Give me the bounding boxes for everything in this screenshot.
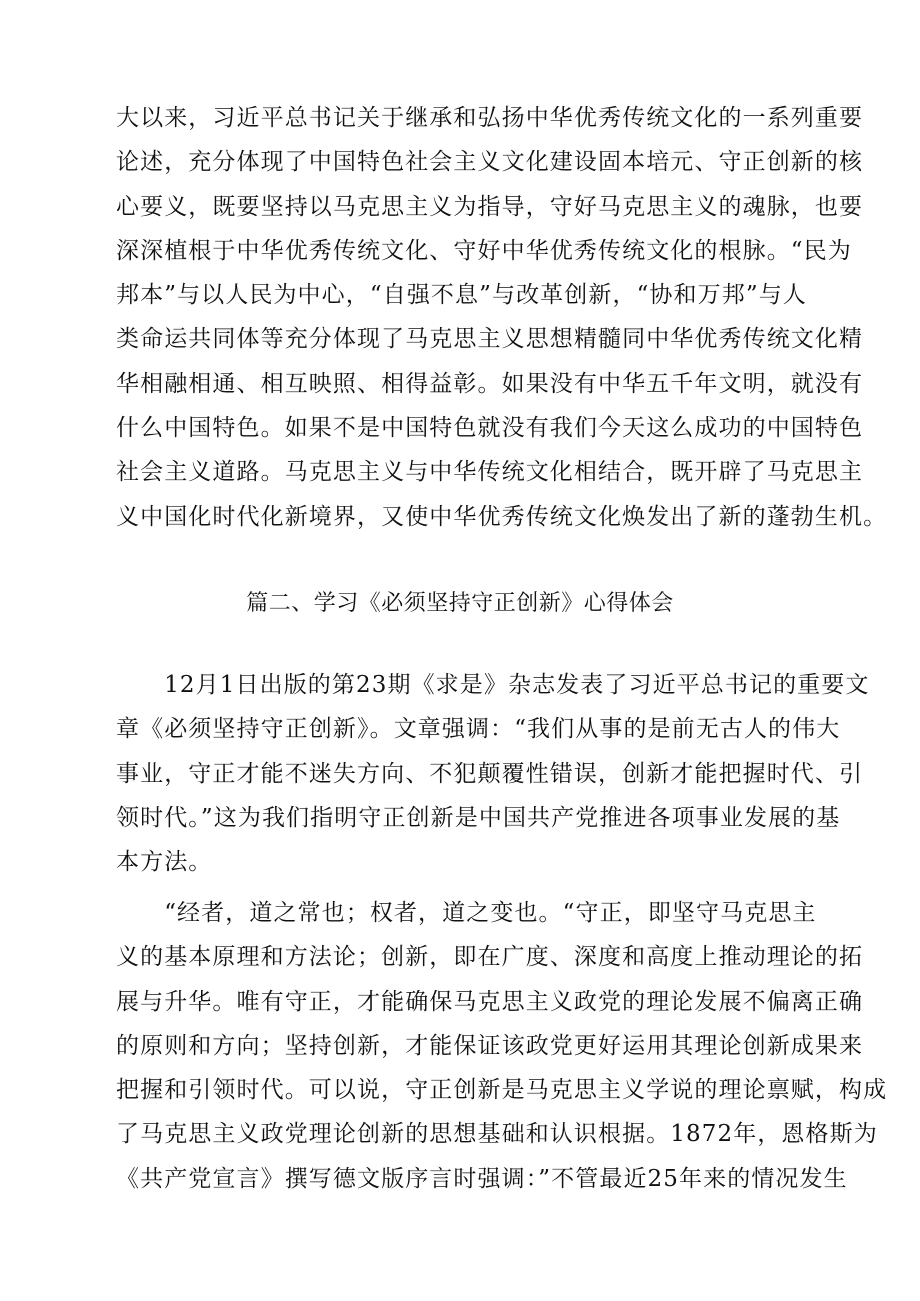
text-line: 义中国化时代化新境界，又使中华优秀传统文化焕发出了新的蓬勃生机。 xyxy=(116,503,888,530)
text-line: 本方法。 xyxy=(116,849,213,876)
text-line: 义的基本原理和方法论；创新，即在广度、深度和高度上推动理论的拓 xyxy=(116,944,864,971)
text-line: 12月1日出版的第23期《求是》杂志发表了习近平总书记的重要文 xyxy=(116,672,870,698)
paragraph xyxy=(116,891,888,1201)
text-line: 章《必须坚持守正创新》。文章强调：“我们从事的是前无古人的伟大 xyxy=(116,716,841,743)
text-line: 心要义，既要坚持以马克思主义为指导，守好马克思主义的魂脉，也要 xyxy=(116,193,864,220)
section-heading: 篇二、学习《必须坚持守正创新》心得体会 xyxy=(246,591,674,616)
paragraph xyxy=(116,663,870,884)
text-line: 华相融相通、相互映照、相得益彰。如果没有中华五千年文明，就没有 xyxy=(116,370,864,397)
text-line: 什么中国特色。如果不是中国特色就没有我们今天这么成功的中国特色 xyxy=(116,415,864,442)
text-line: 《共产党宣言》撰写德文版序言时强调：”不管最近25年来的情况发生 xyxy=(116,1165,848,1192)
text-line: 的原则和方向；坚持创新，才能保证该政党更好运用其理论创新成果来 xyxy=(116,1032,864,1059)
paragraph-continued xyxy=(116,96,888,539)
text-line: 大以来，习近平总书记关于继承和弘扬中华优秀传统文化的一系列重要 xyxy=(116,105,864,131)
text-line: 类命运共同体等充分体现了马克思主义思想精髓同中华优秀传统文化精 xyxy=(116,326,864,353)
text-line: 展与升华。唯有守正，才能确保马克思主义政党的理论发展不偏离正确 xyxy=(116,988,864,1015)
text-line: 邦本”与以人民为中心，“自强不息”与改革创新，“协和万邦”与人 xyxy=(116,282,807,309)
text-line: 深深植根于中华优秀传统文化、守好中华优秀传统文化的根脉。“民为 xyxy=(116,237,852,264)
text-line: 把握和引领时代。可以说，守正创新是马克思主义学说的理论禀赋，构成 xyxy=(116,1077,888,1104)
text-line: 社会主义道路。马克思主义与中华传统文化相结合，既开辟了马克思主 xyxy=(116,459,864,486)
text-line: 事业，守正才能不迷失方向、不犯颠覆性错误，创新才能把握时代、引 xyxy=(116,760,864,787)
text-line: 论述，充分体现了中国特色社会主义文化建设固本培元、守正创新的核 xyxy=(116,149,864,176)
text-line: 了马克思主义政党理论创新的思想基础和认识根据。1872年，恩格斯为 xyxy=(116,1121,878,1148)
text-line: 领时代。”这为我们指明守正创新是中国共产党推进各项事业发展的基 xyxy=(116,804,841,831)
text-line: “经者，道之常也；权者，道之变也。“守正，即坚守马克思主 xyxy=(116,900,817,926)
